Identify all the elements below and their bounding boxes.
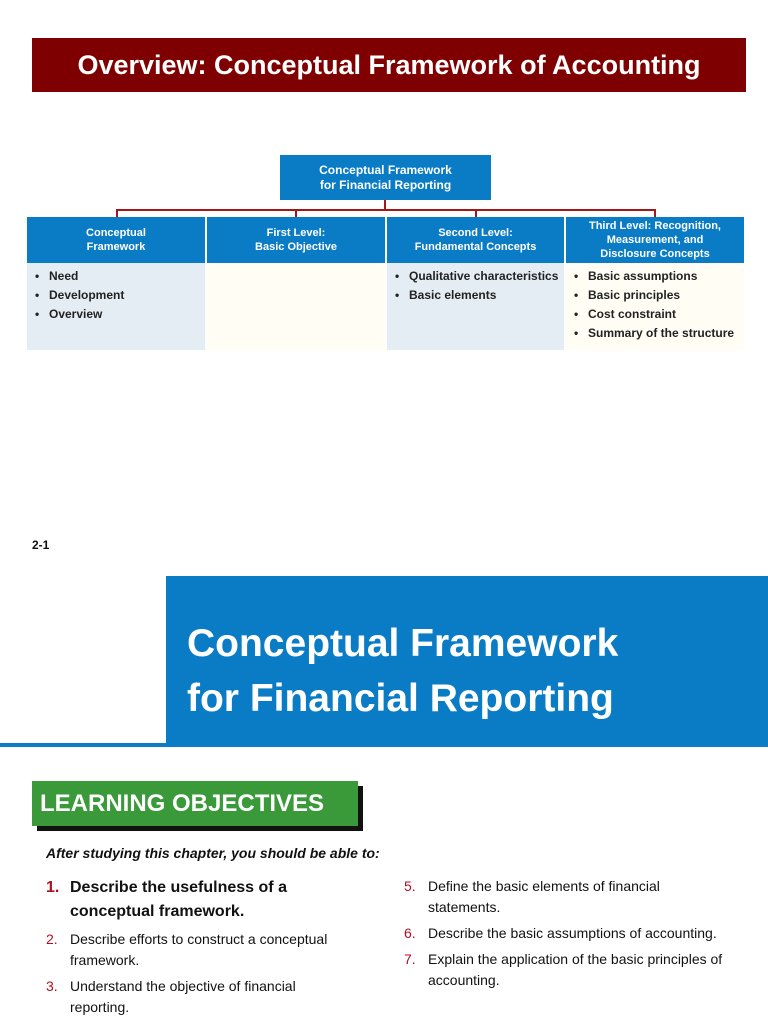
list-item: • Cost constraint [574, 305, 744, 324]
objective-number: 2. [46, 931, 58, 947]
column-1-heading-line-2: Framework [86, 241, 146, 253]
column-2-heading-line-2: Basic Objective [255, 241, 337, 253]
list-item: • Need [35, 267, 205, 286]
column-heading-first-level [207, 217, 385, 263]
column-3-heading-line-2: Fundamental Concepts [414, 241, 537, 253]
column-2-connector [295, 209, 297, 217]
column-4-heading-line-3: Disclosure Concepts [600, 248, 710, 260]
column-3-connector [475, 209, 477, 217]
banner-line-2: for Financial Reporting [187, 677, 614, 720]
objective-text: Describe efforts to construct a conceptual framework. [70, 931, 328, 968]
list-item: • Basic principles [574, 286, 744, 305]
root-box-line-2: for Financial Reporting [319, 177, 452, 192]
objective-text: Explain the application of the basic principles of accounting. [428, 951, 723, 988]
objective-number: 7. [404, 951, 416, 967]
objective-number: 3. [46, 978, 58, 994]
objective-text: Define the basic elements of financial statements. [428, 878, 660, 915]
objective-number: 1. [46, 879, 60, 896]
chapter-banner [166, 576, 768, 746]
column-body-second-level [387, 263, 564, 350]
learning-objectives-badge: LEARNING OBJECTIVES [32, 781, 358, 826]
framework-root-box [280, 155, 491, 200]
column-heading-conceptual-framework [27, 217, 205, 263]
column-1-heading-line-1: Conceptual [86, 227, 146, 239]
column-body-third-level [566, 263, 744, 350]
column-heading-third-level [566, 217, 744, 263]
list-item: • Basic assumptions [574, 267, 744, 286]
list-item: • Summary of the structure [574, 324, 744, 343]
root-box-line-1: Conceptual Framework [319, 162, 452, 177]
objectives-right-list [404, 876, 734, 991]
column-3-heading-line-1: Second Level: [438, 227, 513, 239]
column-1-connector [116, 209, 118, 217]
column-4-heading-line-1: Third Level: Recognition, [588, 220, 721, 232]
column-2-heading-line-1: First Level: [266, 227, 326, 239]
page-number: 2-1 [32, 538, 50, 552]
objective-item [404, 923, 734, 944]
objective-item [404, 949, 734, 991]
column-4-heading-line-2: Measurement, and [606, 234, 704, 246]
objective-number: 6. [404, 925, 416, 941]
column-body-first-level [207, 263, 385, 350]
objectives-left-list [46, 876, 346, 1018]
objective-item [46, 929, 346, 971]
objective-text: Understand the objective of financial reporting. [70, 978, 296, 1015]
objective-item [46, 976, 346, 1018]
slide-title: Overview: Conceptual Framework of Accounting [32, 38, 746, 92]
column-heading-second-level [387, 217, 564, 263]
objectives-intro: After studying this chapter, you should be able to: [46, 845, 380, 861]
list-item: • Development [35, 286, 205, 305]
list-item: • Qualitative characteristics [395, 267, 564, 286]
column-4-connector [654, 209, 656, 217]
list-item: • Overview [35, 305, 205, 324]
list-item: • Basic elements [395, 286, 564, 305]
column-body-conceptual-framework [27, 263, 205, 350]
banner-line-1: Conceptual Framework [187, 622, 619, 665]
objective-number: 5. [404, 878, 416, 894]
objective-item [404, 876, 734, 918]
objective-text: Describe the usefulness of a conceptual framework. [70, 879, 287, 920]
connector-horizontal [116, 209, 656, 211]
objective-text: Describe the basic assumptions of accounting. [428, 925, 717, 941]
objective-item [46, 876, 346, 924]
